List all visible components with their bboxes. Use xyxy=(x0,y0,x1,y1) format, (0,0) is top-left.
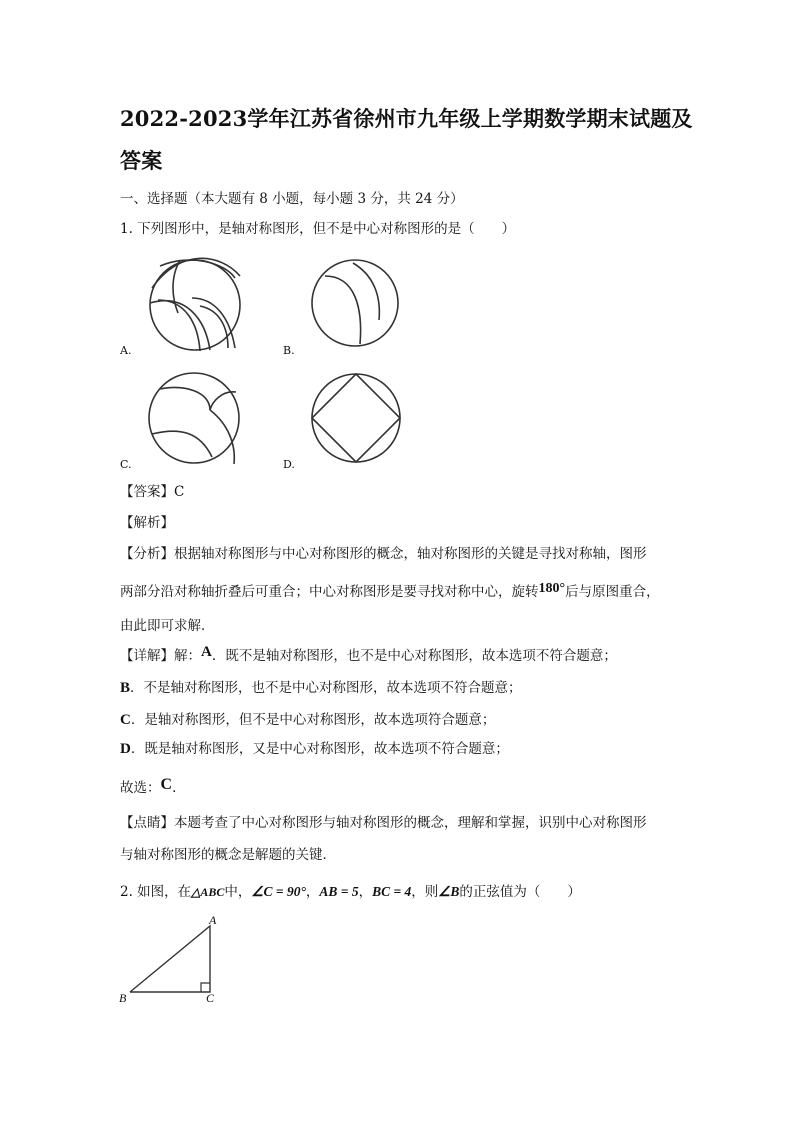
q1-detail-b xyxy=(120,676,522,697)
rotation-degree: 180° xyxy=(538,581,566,596)
doc-title-line2: 答案 xyxy=(120,148,163,173)
detail-prefix: 【详解】解： xyxy=(120,648,201,664)
q1-figure-a xyxy=(140,258,250,358)
detail-text-c: ．是轴对称图形，但不是中心对称图形，故本选项符合题意； xyxy=(130,712,496,728)
detail-letter-b: B xyxy=(120,680,131,696)
q1-analysis-line1: 【分析】根据轴对称图形与中心对称图形的概念，轴对称图形的关键是寻找对称轴，图形 xyxy=(120,546,647,562)
q2-cond-angle-c: ∠C = 90° xyxy=(251,884,306,899)
q2-stem-b: 中， xyxy=(224,884,252,900)
q1-detail-d xyxy=(120,737,509,758)
q2-sep-1: ， xyxy=(305,884,320,900)
section-heading: 一、选择题（本大题有 8 小题，每小题 3 分，共 24 分） xyxy=(120,191,464,207)
choose-suffix: ． xyxy=(172,780,186,796)
q2-stem xyxy=(120,880,581,900)
q2-stem-c: ，则 xyxy=(411,884,439,900)
q1-option-c-label: C. xyxy=(120,458,132,471)
q1-analysis-line3: 由此即可求解． xyxy=(120,618,215,634)
q2-cond-ab: AB = 5 xyxy=(319,884,359,899)
answer-tag: 【答案】 xyxy=(120,484,174,500)
q1-answer xyxy=(120,480,184,500)
q1-option-a-label: A. xyxy=(120,344,132,357)
detail-text-a: ．既不是轴对称图形，也不是中心对称图形，故本选项不符合题意； xyxy=(211,648,617,664)
doc-title-line1: 2022-2023学年江苏省徐州市九年级上学期数学期末试题及 xyxy=(120,106,693,131)
q1-option-d-label: D. xyxy=(283,458,295,471)
q1-option-b-label: B. xyxy=(283,344,295,357)
detail-letter-a: A xyxy=(201,644,212,660)
q1-detail-a xyxy=(120,644,617,664)
q1-figure-c xyxy=(140,372,250,472)
choose-prefix: 故选： xyxy=(120,780,161,796)
q1-detail-c xyxy=(120,708,495,729)
q2-vertex-a-label: A xyxy=(209,913,217,927)
q2-cond-bc: BC = 4 xyxy=(372,884,412,899)
q1-figure-d xyxy=(310,372,406,468)
q1-analysis-tag: 【解析】 xyxy=(120,515,174,531)
detail-text-b: ．不是轴对称图形，也不是中心对称图形，故本选项不符合题意； xyxy=(130,680,522,696)
q1-figure-b xyxy=(305,258,405,353)
choose-letter: C xyxy=(160,776,173,793)
detail-letter-c: C xyxy=(120,712,131,728)
detail-letter-d: D xyxy=(120,741,131,757)
q2-vertex-b-label: B xyxy=(119,991,127,1005)
q1-comment-line2: 与轴对称图形的概念是解题的关键． xyxy=(120,847,336,863)
q2-triangle: △ABC xyxy=(191,885,225,899)
analysis-text-a: 两部分沿对称轴折叠后可重合；中心对称图形是要寻找对称中心，旋转 xyxy=(120,584,539,600)
q2-stem-d: 的正弦值为（ ） xyxy=(459,884,581,900)
q2-vertex-c-label: C xyxy=(206,991,215,1005)
q1-stem: 1. 下列图形中，是轴对称图形，但不是中心对称图形的是（ ） xyxy=(120,221,516,237)
q1-choose xyxy=(120,776,186,796)
q2-stem-a: 2. 如图，在 xyxy=(120,884,192,900)
analysis-text-b: 后与原图重合， xyxy=(565,584,660,600)
q1-comment-line1: 【点睛】本题考查了中心对称图形与轴对称图形的概念，理解和掌握，识别中心对称图形 xyxy=(120,815,647,831)
q1-analysis-line2 xyxy=(120,580,660,600)
detail-text-d: ．既是轴对称图形，又是中心对称图形，故本选项不符合题意； xyxy=(130,741,509,757)
q2-angle-b: ∠B xyxy=(438,884,460,899)
q2-sep-2: ， xyxy=(358,884,373,900)
answer-value: C xyxy=(174,484,185,500)
